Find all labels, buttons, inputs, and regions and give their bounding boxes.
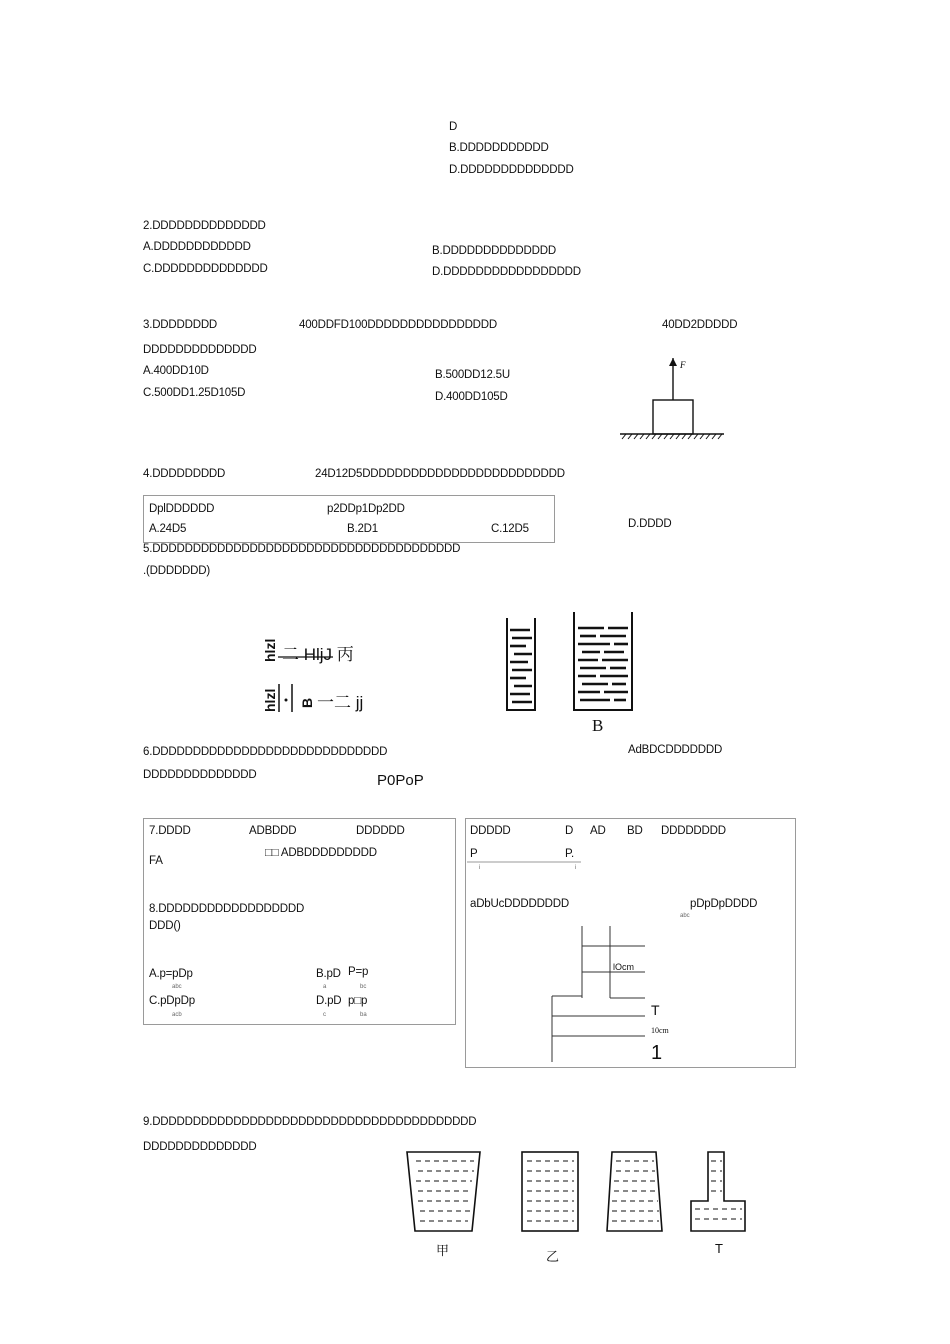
q6-stem: 6.DDDDDDDDDDDDDDDDDDDDDDDDDDDDD xyxy=(143,746,388,758)
q4-row1-right: p2DDp1Dp2DD xyxy=(327,503,405,515)
q7-stem: 7.DDDD xyxy=(149,825,191,837)
container-1-label: 1 xyxy=(651,1042,663,1064)
right-p2: P. xyxy=(565,848,574,860)
q4-stem-mid: 24D12D5DDDDDDDDDDDDDDDDDDDDDDDDD xyxy=(315,468,565,480)
q7-sub: □□ ADBDDDDDDDDD xyxy=(265,847,377,859)
q3-line2: DDDDDDDDDDDDDD xyxy=(143,344,257,356)
q5-beakers-figure xyxy=(500,610,640,715)
q9-label-t: T xyxy=(715,1241,723,1256)
right-p1: P xyxy=(470,848,478,860)
q5-fig-text-bottom: 一二 jj xyxy=(317,693,364,712)
q1-option-d: D.DDDDDDDDDDDDDD xyxy=(449,164,574,176)
right-header-2: D xyxy=(565,825,574,837)
q8-option-b: B.pD xyxy=(316,968,341,980)
q4-option-b: B.2D1 xyxy=(347,523,378,535)
q5-fig-text-top: 二 HljJ 丙 xyxy=(282,645,354,664)
q8-option-a: A.p=pDp xyxy=(149,968,193,980)
q8-option-a-sub: abc xyxy=(172,984,182,990)
q8-line2: DDD() xyxy=(149,920,181,932)
q8-option-c: C.pDpDp xyxy=(149,995,195,1007)
q2-stem: 2.DDDDDDDDDDDDDD xyxy=(143,220,266,232)
q9-label-yi: 乙 xyxy=(546,1249,560,1264)
q5-fig-vertical-label-bottom: hlzl xyxy=(262,688,278,712)
right-sub-1: i xyxy=(479,865,481,871)
q8-option-d2-sub: ba xyxy=(360,1012,367,1018)
q1-option-b: B.DDDDDDDDDDD xyxy=(449,142,549,154)
q8-option-d-sub: c xyxy=(323,1012,326,1018)
q4-row1-left: DplDDDDDD xyxy=(149,503,215,515)
right-header-4: BD xyxy=(627,825,643,837)
right-line2-right: pDpDpDDDD xyxy=(690,898,758,910)
q5-fig-underline-top xyxy=(278,655,358,659)
q2-option-a: A.DDDDDDDDDDDD xyxy=(143,241,251,253)
force-label: F xyxy=(680,360,686,370)
container-T-label: T xyxy=(651,1002,660,1018)
q3-option-b: B.500DD12.5U xyxy=(435,369,510,381)
right-header-1: DDDDD xyxy=(470,825,511,837)
q8-option-d: D.pD xyxy=(316,995,342,1007)
right-divider xyxy=(465,860,585,864)
q8-option-b-sub: a xyxy=(323,984,327,990)
q7-fa: FA xyxy=(149,855,163,867)
container-10cm-label: 10cm xyxy=(651,1026,669,1035)
q8-option-c-sub: acb xyxy=(172,1012,182,1018)
q3-option-a: A.400DD10D xyxy=(143,365,209,377)
q3-option-c: C.500DD1.25D105D xyxy=(143,387,246,399)
q7-right: DDDDDD xyxy=(356,825,405,837)
q9-line2: DDDDDDDDDDDDDD xyxy=(143,1141,257,1153)
right-line2-right-sub: abc xyxy=(680,913,690,919)
q3-option-d: D.400DD105D xyxy=(435,391,508,403)
q9-label-jia: 甲 xyxy=(436,1243,450,1258)
q3-stem-right: 40DD2DDDDD xyxy=(662,319,738,331)
q6-formula: P0PoP xyxy=(377,772,424,789)
q4-option-c: C.12D5 xyxy=(491,523,529,535)
q5-fig-vertical-label-top: hlzl xyxy=(262,638,278,662)
right-line2: aDbUcDDDDDDDD xyxy=(470,898,569,910)
q9-stem: 9.DDDDDDDDDDDDDDDDDDDDDDDDDDDDDDDDDDDDDDDD xyxy=(143,1116,477,1128)
q8-stem: 8.DDDDDDDDDDDDDDDDDD xyxy=(149,903,305,915)
q2-option-c: C.DDDDDDDDDDDDDD xyxy=(143,263,268,275)
q5-stem: 5.DDDDDDDDDDDDDDDDDDDDDDDDDDDDDDDDDDDDDD xyxy=(143,543,461,555)
q8-option-d2: p□p xyxy=(348,995,368,1007)
q2-option-d: D.DDDDDDDDDDDDDDDDD xyxy=(432,266,581,278)
right-header-3: AD xyxy=(590,825,606,837)
q9-containers-figure xyxy=(400,1145,755,1240)
right-header-5: DDDDDDDD xyxy=(661,825,726,837)
container-depth-label: lOcm xyxy=(613,962,634,972)
q2-option-b: B.DDDDDDDDDDDDDD xyxy=(432,245,556,257)
q6-line2: DDDDDDDDDDDDDD xyxy=(143,769,257,781)
q5-beaker-label: B xyxy=(592,716,604,735)
q5-fig-vertical-b: B xyxy=(299,697,315,708)
q8-option-b2-sub: bc xyxy=(360,984,367,990)
q4-option-a: A.24D5 xyxy=(149,523,187,535)
stepped-container-figure xyxy=(545,920,655,1065)
q3-stem: 3.DDDDDDDD xyxy=(143,319,218,331)
q6-right: AdBDCDDDDDDD xyxy=(628,744,723,756)
q1-line: D xyxy=(449,121,458,133)
right-sub-2: i xyxy=(575,865,577,871)
q8-option-b2: P=p xyxy=(348,966,369,978)
q4-option-d: D.DDDD xyxy=(628,518,672,530)
q3-stem-mid: 400DDFD100DDDDDDDDDDDDDDDD xyxy=(299,319,497,331)
q7-options: ADBDDD xyxy=(249,825,297,837)
q4-stem: 4.DDDDDDDDD xyxy=(143,468,226,480)
q5-line2: .(DDDDDDD) xyxy=(143,565,210,577)
block-force-figure xyxy=(618,356,728,441)
